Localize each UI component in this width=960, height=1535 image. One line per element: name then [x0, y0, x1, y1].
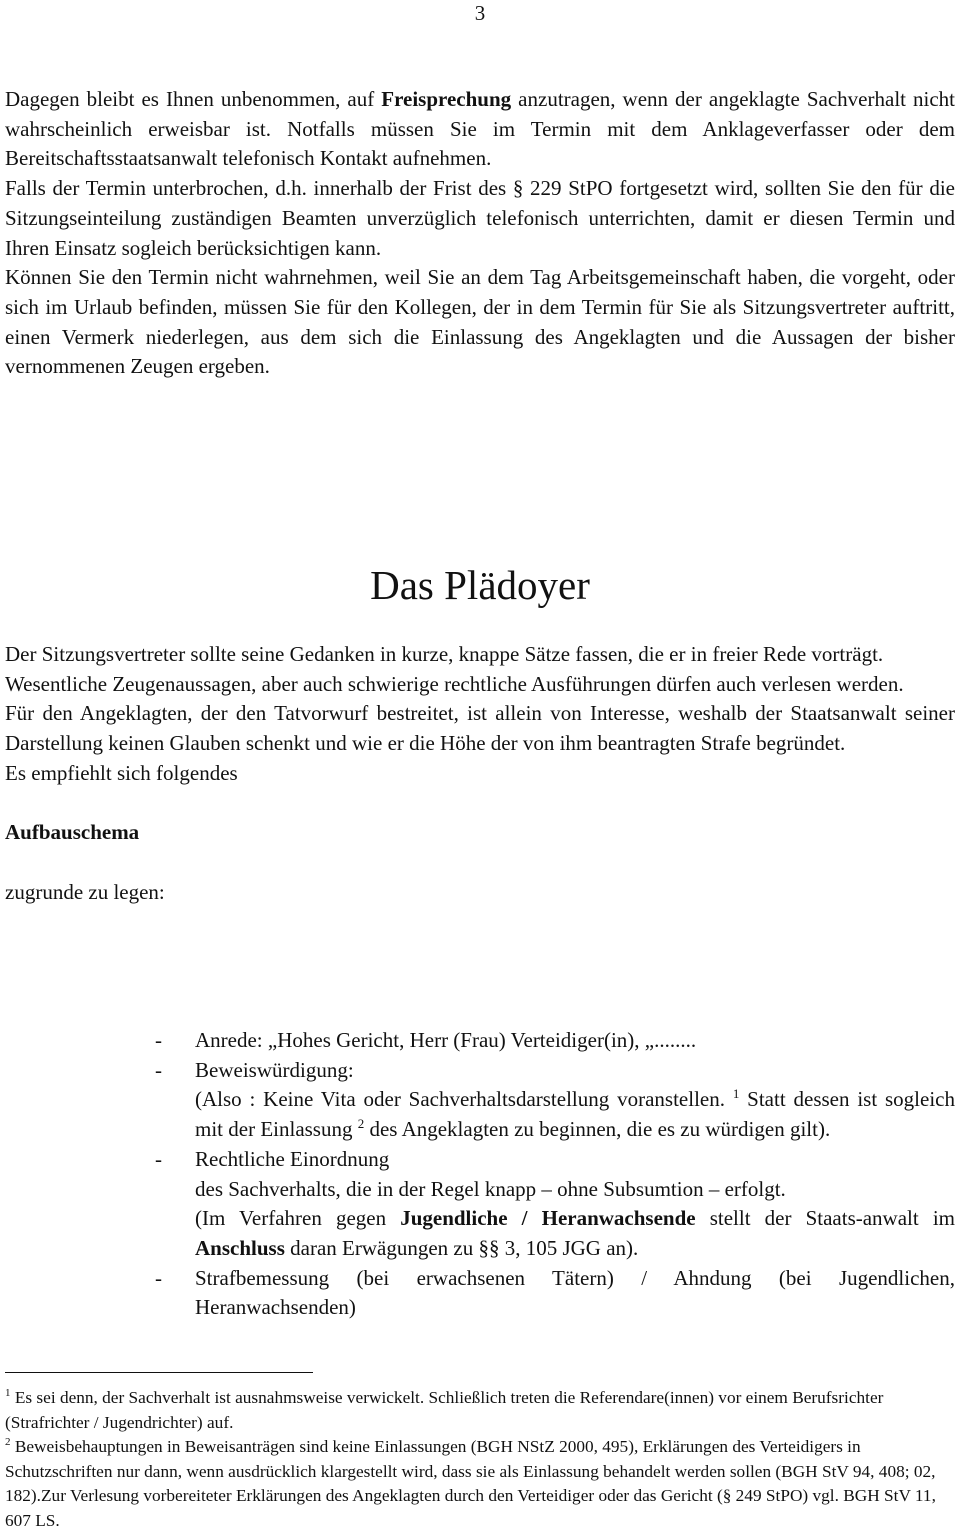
- scheme-title: [5, 818, 955, 848]
- list-item-title: Beweiswürdigung:: [195, 1057, 354, 1082]
- intro-section: [5, 85, 955, 382]
- paragraph: Wesentliche Zeugenaussagen, aber auch schwierige rechtliche Ausführungen dürfen auch verlesen werden.: [5, 671, 904, 696]
- paragraph: Der Sitzungsvertreter sollte seine Gedanken in kurze, knappe Sätze fassen, die er in freier Rede vorträgt.: [5, 642, 884, 666]
- footnote: [5, 1435, 955, 1533]
- footnote-mark: 1: [5, 1387, 11, 1400]
- text: des Angeklagten zu beginnen, die es zu würdigen gilt).: [364, 1117, 831, 1142]
- scheme-list: [5, 1026, 955, 1323]
- list-item-text: Anrede: „Hohes Gericht, Herr (Frau) Verteidiger(in), „........: [195, 1028, 697, 1052]
- bold-term: Jugendliche / Heranwachsende: [400, 1206, 696, 1231]
- paragraph: Für den Angeklagten, der den Tatvorwurf bestreitet, ist allein von Interesse, weshalb der Staatsanwalt seiner Darstellung keinen Glauben schenkt und wie er die Höhe der von ihm beantragten Strafe begründet.: [5, 701, 955, 756]
- footnote-ref: 2: [357, 1116, 365, 1132]
- list-item: [5, 1056, 955, 1145]
- paragraph: Es empfiehlt sich folgendes: [5, 760, 238, 785]
- footnote-separator: [5, 1372, 313, 1373]
- paragraph: [5, 85, 955, 174]
- text: anzutragen, wenn der angeklagte Sachverhalt nicht wahrscheinlich erweisbar ist. Notfalls müssen Sie im Termin mit dem Anklageverfasser oder dem Bereitschaftsstaatsanwalt telefonisch Kontakt aufnehmen.: [5, 87, 955, 171]
- footnote-text: Beweisbehauptungen in Beweisanträgen sind keine Einlassungen (BGH NStZ 2000, 495), Erklärungen des Verteidigers in Schutzschriften nur dann, wenn ausdrücklich klargestellt wird, dass sie als Einlassung behandelt werden sollen (BGH StV 94, 408; 02, 182).Zur Verlesung vorbereiteter Erklärungen des Angeklagten durch den Verteidiger oder das Gericht (§ 249 StPO) vgl. BGH StV 11, 607 LS.: [5, 1437, 936, 1530]
- list-dash: -: [155, 1265, 162, 1290]
- page-number: 3: [474, 1, 486, 25]
- scheme-title-text: Aufbauschema: [5, 820, 140, 845]
- list-item-text: [195, 1204, 955, 1263]
- bold-term: Anschluss: [195, 1235, 285, 1260]
- text: Statt dessen ist sogleich mit der Einlassung: [195, 1087, 955, 1142]
- list-item-title: Rechtliche Einordnung: [195, 1146, 390, 1171]
- list-dash: -: [155, 1146, 162, 1171]
- footnote-mark: 2: [5, 1436, 11, 1449]
- list-item: [5, 1145, 955, 1264]
- text: Dagegen bleibt es Ihnen unbenommen, auf: [5, 87, 382, 111]
- list-item-text: [195, 1085, 955, 1144]
- text: daran Erwägungen zu §§ 3, 105 JGG an).: [284, 1235, 639, 1260]
- body-section: [5, 640, 955, 907]
- list-item: [5, 1264, 955, 1323]
- list-item-text: Strafbemessung (bei erwachsenen Tätern) / Ahndung (bei Jugendlichen, Heranwachsenden): [195, 1265, 955, 1320]
- section-heading: Das Plädoyer: [370, 562, 590, 608]
- footnote: [5, 1386, 955, 1435]
- text: (Im Verfahren gegen: [195, 1206, 401, 1231]
- paragraph: Falls der Termin unterbrochen, d.h. innerhalb der Frist des § 229 StPO fortgesetzt wird, sollten Sie den für die Sitzungseinteilung zuständigen Beamten unverzüglich telefonisch unterrichten, damit er diesen Termin und Ihren Einsatz sogleich berücksichtigen kann.: [5, 176, 955, 260]
- footnote-text: Es sei denn, der Sachverhalt ist ausnahmsweise verwickelt. Schließlich treten die Referendare(innen) vor einem Berufsrichter (Strafrichter / Jugendrichter) auf.: [5, 1388, 884, 1432]
- list-item: [5, 1026, 955, 1056]
- paragraph: Können Sie den Termin nicht wahrnehmen, weil Sie an dem Tag Arbeitsgemeinschaft haben, die vorgeht, oder sich im Urlaub befinden, müssen Sie für den Kollegen, der in dem Termin für Sie als Sitzungsvertreter auftritt, einen Vermerk niederlegen, aus dem sich die Einlassung des Angeklagten und die Aussagen der bisher vernommenen Zeugen ergeben.: [5, 265, 955, 379]
- footnote-ref: 1: [732, 1086, 740, 1102]
- bold-term: Freisprechung: [381, 87, 512, 111]
- text: (Also : Keine Vita oder Sachverhaltsdarstellung voranstellen.: [195, 1087, 733, 1112]
- list-dash: -: [155, 1057, 162, 1082]
- footnotes: [5, 1386, 955, 1534]
- list-dash: -: [155, 1028, 162, 1052]
- text: stellt der Staats-anwalt im: [695, 1206, 955, 1231]
- paragraph: zugrunde zu legen:: [5, 879, 165, 904]
- list-item-text: des Sachverhalts, die in der Regel knapp – ohne Subsumtion – erfolgt.: [195, 1176, 786, 1201]
